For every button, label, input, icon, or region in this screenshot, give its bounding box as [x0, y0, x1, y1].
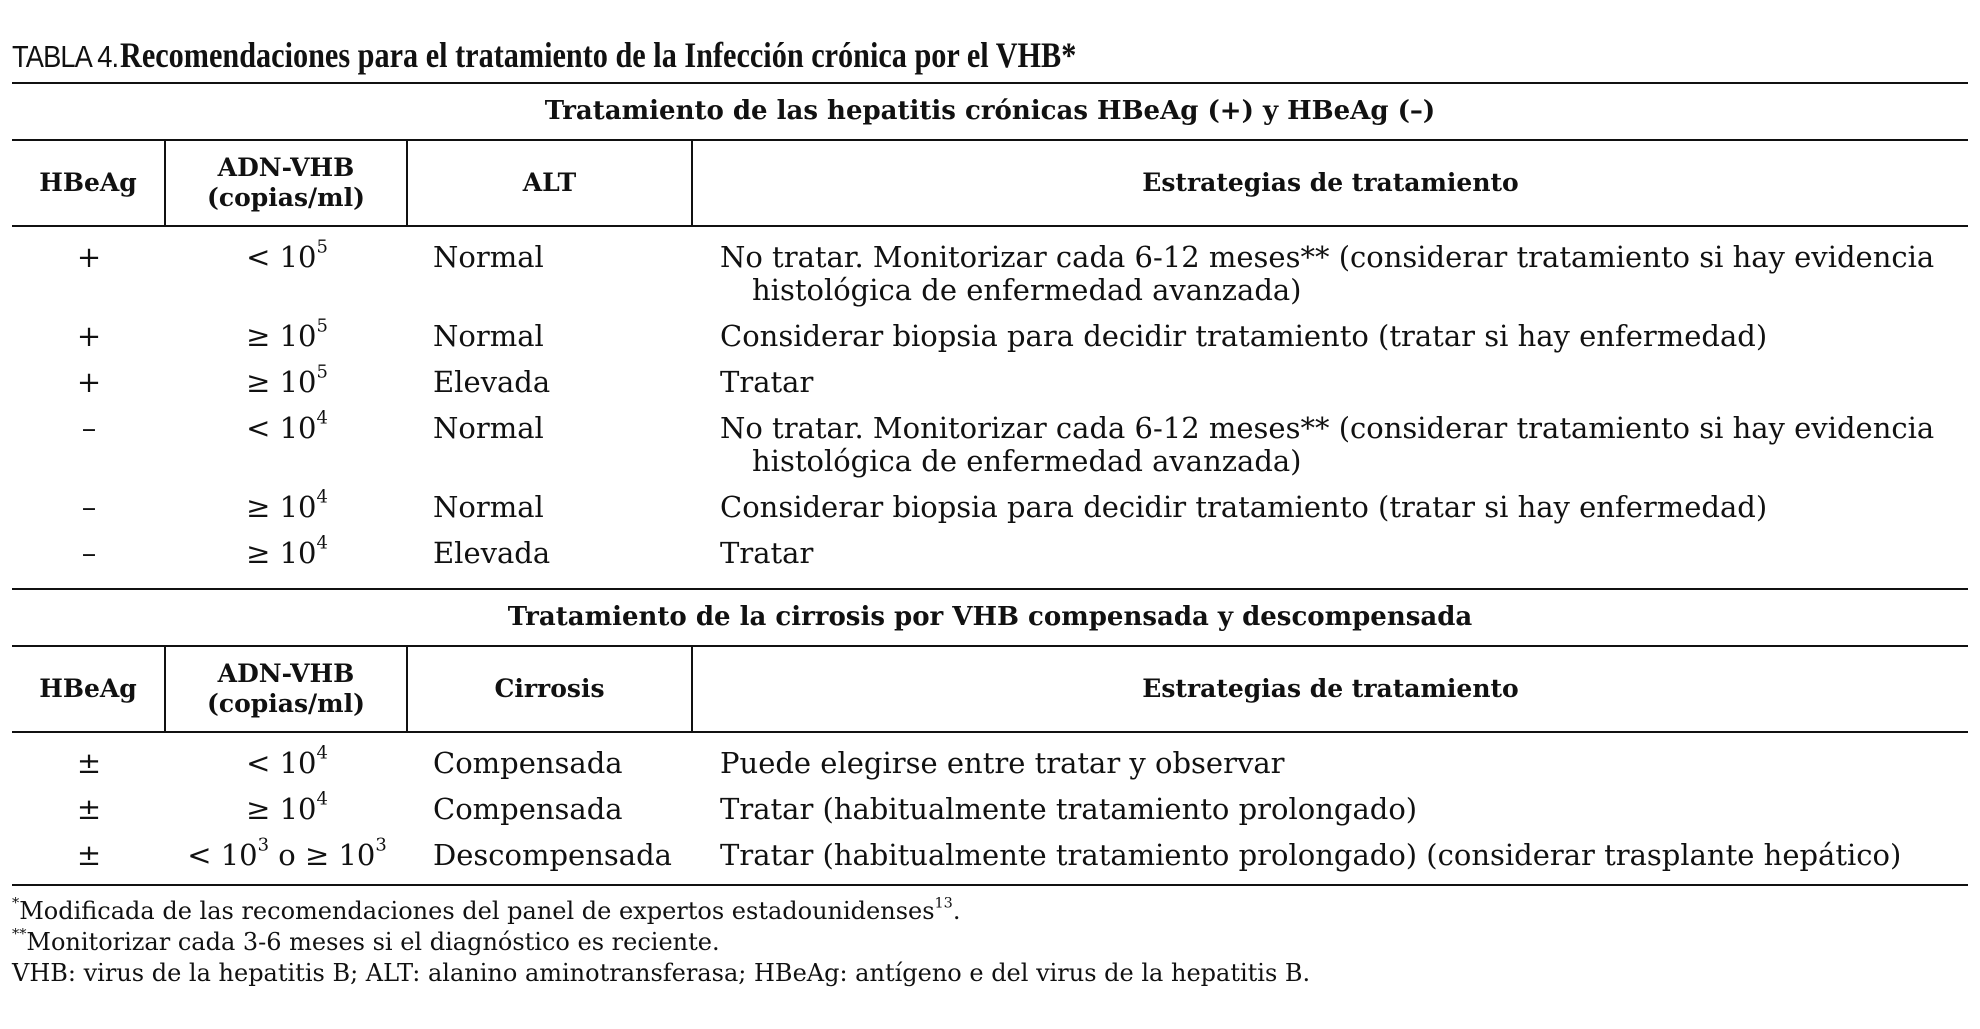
dna-value: < 10: [246, 746, 317, 780]
dna-exponent: 4: [316, 742, 328, 764]
table-row: [12, 361, 1968, 399]
dna-cell: [166, 407, 408, 478]
hbeag-cell: ±: [76, 746, 102, 780]
dna-exponent: 3: [257, 834, 270, 856]
footnote-2-mark: **: [12, 926, 27, 943]
hbeag-cell: ±: [76, 792, 102, 826]
strategy-cell: [693, 412, 1968, 478]
strategy-cell: [693, 320, 1968, 353]
hbeag-cell: +: [76, 365, 102, 399]
dna-cell: [166, 834, 408, 872]
table-row: [12, 788, 1968, 826]
dna-value: < 10: [246, 240, 317, 274]
hbeag-cell: ±: [76, 838, 102, 872]
header-adn-vhb: [166, 647, 408, 731]
strategy-line1: Tratar: [720, 536, 814, 570]
section-1-header-row: [12, 139, 1968, 227]
alt-cell: Normal: [433, 490, 544, 524]
footnotes: [12, 884, 1968, 989]
dna-exponent: 4: [316, 407, 328, 429]
alt-cell: Elevada: [433, 536, 551, 570]
dna-cell: [166, 361, 408, 399]
strategy-line1: No tratar. Monitorizar cada 6-12 meses** (considerar tratamiento si hay evidencia: [720, 240, 1935, 274]
section-1-title: Tratamiento de las hepatitis crónicas HBeAg (+) y HBeAg (–): [544, 96, 1436, 126]
dna-value: ≥ 10: [246, 490, 317, 524]
table-row: [12, 407, 1968, 478]
dna-exponent: 5: [316, 315, 328, 337]
hbeag-cell: –: [81, 411, 97, 445]
table-row: [12, 315, 1968, 353]
footnote-1-ref: 13: [934, 895, 953, 912]
table-row: [12, 486, 1968, 524]
hbeag-cell: +: [76, 240, 102, 274]
alt-cell: Normal: [433, 319, 544, 353]
header-alt: ALT: [408, 141, 693, 225]
table-label: TABLA 4.: [12, 39, 119, 74]
cirrosis-cell: Compensada: [433, 792, 623, 826]
section-2-header-row: [12, 645, 1968, 733]
alt-cell: Elevada: [433, 365, 551, 399]
strategy-line1: Considerar biopsia para decidir tratamiento (tratar si hay enfermedad): [720, 490, 1768, 524]
footnote-1-end: .: [952, 897, 961, 925]
footnote-1-mark: *: [12, 895, 20, 912]
footnote-1: [12, 896, 1968, 927]
header-strategy: Estrategias de tratamiento: [1142, 168, 1519, 197]
header-adn-line1: ADN-VHB: [217, 153, 355, 182]
table-4: [12, 28, 1968, 989]
table-row: [12, 742, 1968, 780]
table-row: [12, 236, 1968, 307]
cirrosis-cell: Descompensada: [433, 838, 672, 872]
strategy-cell: Puede elegirse entre tratar y observar: [720, 746, 1285, 780]
strategy-line1: Considerar biopsia para decidir tratamiento (tratar si hay enfermedad): [720, 319, 1768, 353]
strategy-cell: [693, 491, 1968, 524]
hbeag-cell: +: [76, 319, 102, 353]
dna-cell: [166, 742, 408, 780]
header-hbeag: HBeAg: [12, 141, 166, 225]
dna-cell: [166, 486, 408, 524]
dna-value: < 10: [246, 411, 317, 445]
dna-cell: [166, 788, 408, 826]
dna-exponent: 5: [316, 236, 328, 258]
hbeag-cell: –: [81, 536, 97, 570]
dna-cell: [166, 532, 408, 570]
strategy-line2: histológica de enfermedad avanzada): [752, 444, 1302, 478]
strategy-cell: [693, 366, 1968, 399]
dna-cell: [166, 236, 408, 307]
header-adn-line2: (copias/ml): [207, 183, 365, 212]
table-row: [12, 834, 1968, 872]
strategy-cell: Tratar (habitualmente tratamiento prolongado) (considerar trasplante hepático): [720, 838, 1902, 872]
footnote-2-text: Monitorizar cada 3-6 meses si el diagnóstico es reciente.: [26, 928, 720, 956]
table-row: [12, 532, 1968, 570]
hbeag-cell: –: [81, 490, 97, 524]
header-adn-line1: ADN-VHB: [217, 659, 355, 688]
table-caption: Recomendaciones para el tratamiento de la Infección crónica por el VHB*: [119, 35, 1077, 75]
header-cirrosis: Cirrosis: [408, 647, 693, 731]
section-2-title: Tratamiento de la cirrosis por VHB compensada y descompensada: [507, 602, 1473, 632]
dna-value: ≥ 10: [246, 792, 317, 826]
header-strategy: Estrategias de tratamiento: [1142, 674, 1519, 703]
strategy-cell: [693, 241, 1968, 307]
footnote-abbreviations: VHB: virus de la hepatitis B; ALT: alanino aminotransferasa; HBeAg: antígeno e del virus de la hepatitis B.: [12, 959, 1311, 987]
cirrosis-cell: Compensada: [433, 746, 623, 780]
section-2-body: [12, 733, 1968, 884]
dna-exponent-2: 3: [375, 834, 387, 856]
dna-value: ≥ 10: [246, 365, 317, 399]
dna-exponent: 4: [316, 532, 328, 554]
alt-cell: Normal: [433, 411, 544, 445]
header-adn-line2: (copias/ml): [207, 689, 365, 718]
table-title: [12, 28, 1968, 82]
dna-exponent: 5: [316, 361, 328, 383]
dna-value-mid: o ≥ 10: [269, 838, 376, 872]
dna-value: < 10: [187, 838, 258, 872]
strategy-line1: Tratar: [720, 365, 814, 399]
alt-cell: Normal: [433, 240, 544, 274]
header-adn-vhb: [166, 141, 408, 225]
dna-value: ≥ 10: [246, 536, 317, 570]
strategy-cell: [693, 537, 1968, 570]
strategy-line2: histológica de enfermedad avanzada): [752, 273, 1302, 307]
dna-value: ≥ 10: [246, 319, 317, 353]
dna-exponent: 4: [316, 788, 328, 810]
header-hbeag: HBeAg: [12, 647, 166, 731]
dna-exponent: 4: [316, 486, 328, 508]
footnote-1-text: Modificada de las recomendaciones del panel de expertos estadounidenses: [19, 897, 935, 925]
strategy-line1: No tratar. Monitorizar cada 6-12 meses** (considerar tratamiento si hay evidencia: [720, 411, 1935, 445]
dna-cell: [166, 315, 408, 353]
section-1-body: [12, 227, 1968, 588]
footnote-2: [12, 927, 1968, 958]
strategy-cell: Tratar (habitualmente tratamiento prolongado): [720, 792, 1418, 826]
